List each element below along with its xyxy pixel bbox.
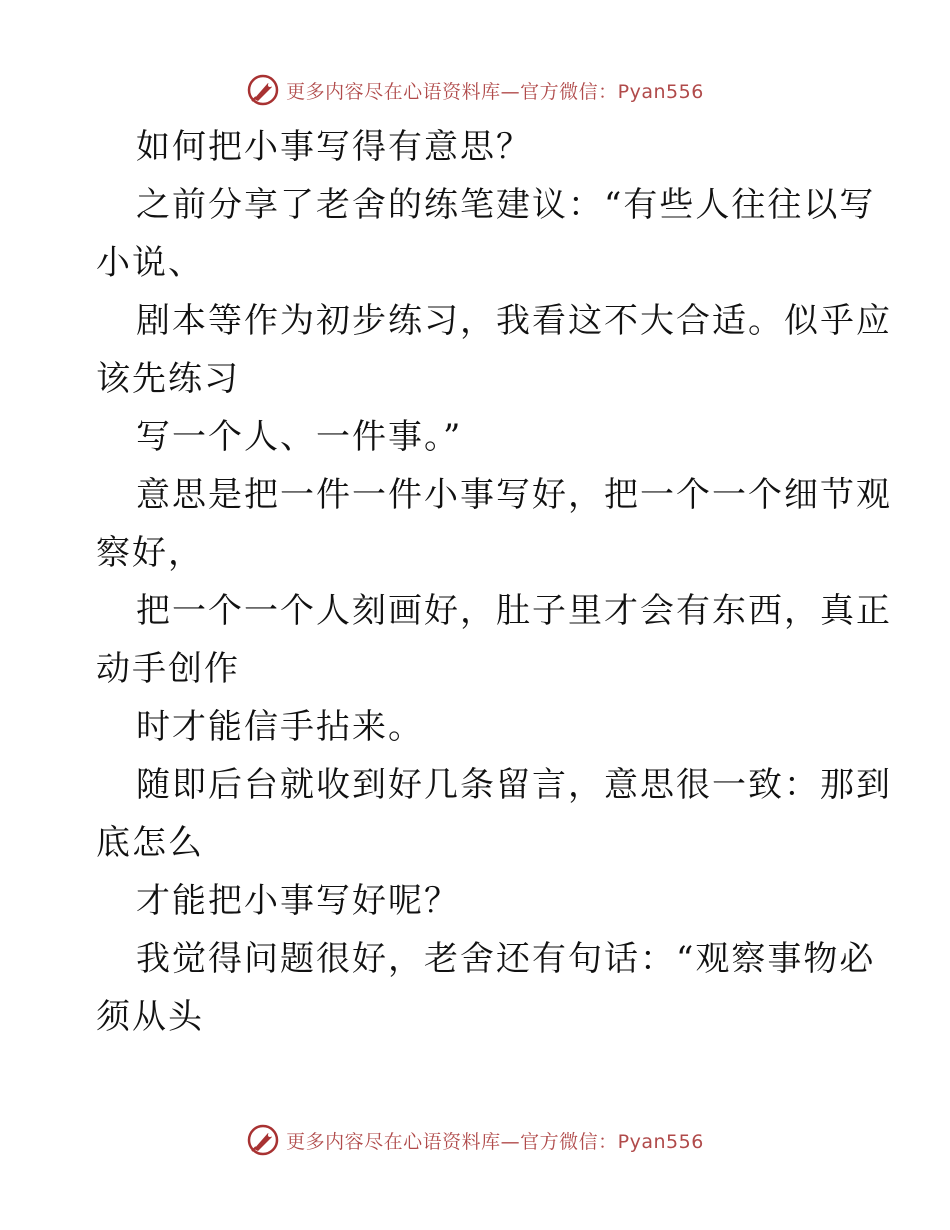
text-line: 小说、 — [96, 243, 204, 283]
text-line: 该先练习 — [96, 359, 240, 399]
document-body — [96, 118, 892, 1046]
text-line: 之前分享了老舍的练笔建议：“有些人往往以写 — [136, 185, 876, 225]
text-line: 我觉得问题很好，老舍还有句话：“观察事物必 — [136, 939, 876, 979]
text-line: 随即后台就收到好几条留言，意思很一致：那到 — [136, 765, 892, 805]
text-line: 底怎么 — [96, 823, 204, 863]
text-line: 意思是把一件一件小事写好，把一个一个细节观 — [136, 475, 892, 515]
text-line: 剧本等作为初步练习，我看这不大合适。似乎应 — [136, 301, 892, 341]
text-line: 察好， — [96, 533, 204, 573]
footer-banner — [0, 1120, 950, 1160]
pen-nib-icon — [246, 73, 280, 107]
text-line: 写一个人、一件事。” — [136, 417, 463, 457]
pen-nib-icon — [246, 1123, 280, 1157]
footer-banner-text: 更多内容尽在心语资料库—官方微信：Pyan556 — [286, 1130, 704, 1153]
header-banner — [0, 70, 950, 110]
text-line: 动手创作 — [96, 649, 240, 689]
text-line: 如何把小事写得有意思？ — [136, 127, 532, 167]
text-line: 才能把小事写好呢？ — [136, 881, 460, 921]
text-line: 时才能信手拈来。 — [136, 707, 424, 747]
header-banner-text: 更多内容尽在心语资料库—官方微信：Pyan556 — [286, 80, 704, 103]
text-line: 须从头 — [96, 997, 204, 1037]
text-line: 把一个一个人刻画好，肚子里才会有东西，真正 — [136, 591, 892, 631]
